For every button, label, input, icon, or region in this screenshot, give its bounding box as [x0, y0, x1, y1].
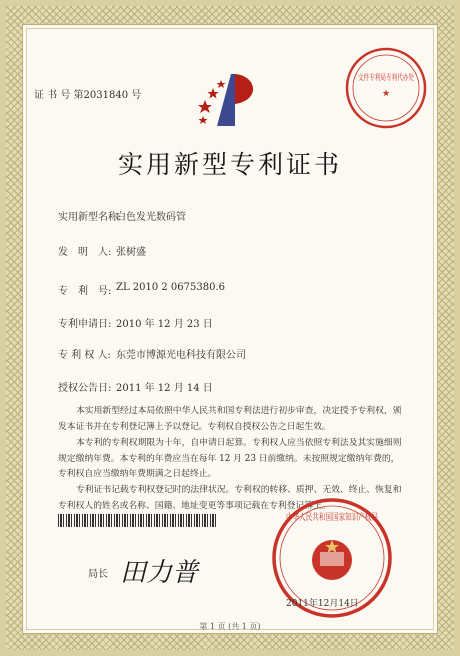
patent-office-logo-icon — [195, 70, 265, 130]
field-value-application-date: 2010 年 12 月 23 日 — [116, 319, 213, 330]
field-label: 专 利 号: — [58, 286, 112, 297]
barcode — [58, 514, 218, 527]
field-value-name: 白色发光数码管 — [116, 212, 186, 223]
field-value-grant-date: 2011 年 12 月 14 日 — [116, 383, 213, 394]
field-label: 专 利 权 人: — [58, 350, 111, 361]
field-label: 发 明 人: — [58, 247, 112, 258]
paragraph-1: 本实用新型经过本局依照中华人民共和国专利法进行初步审查，决定授予专利权，颁发本证书并在专利登记簿上予以登记。专利权自授权公告之日起生效。 — [58, 406, 402, 432]
certificate-title: 实用新型专利证书 — [117, 150, 342, 179]
field-label: 实用新型名称: — [58, 212, 122, 223]
director-label: 局长 — [88, 569, 108, 580]
certificate-number: 证 书 号 第2031840 号 — [34, 90, 142, 101]
paragraph-3: 专利证书记载专利权登记时的法律状况。专利权的转移、质押、无效、终止、恢复和专利权人的姓名或名称、国籍、地址变更等事项记载在专利登记簿上。 — [58, 485, 402, 511]
field-label: 专利申请日: — [58, 319, 112, 330]
paragraph-2: 本专利的专利权期限为十年，自申请日起算。专利权人应当依照专利法及其实施细则规定缴纳年费。本专利的年费应当在每年 12 月 23 日前缴纳。未按照规定缴纳年费的，专利权自应当缴纳年费期满之日起终止。 — [58, 438, 402, 479]
field-value-patentee: 东莞市博源光电科技有限公司 — [116, 350, 246, 361]
field-value-inventor: 张树盛 — [116, 247, 146, 258]
seal-text: 中华人民共和国国家知识产权局 — [286, 513, 413, 523]
field-value-patent-number: ZL 2010 2 0675380.6 — [116, 282, 226, 293]
page-footer: 第 1 页 (共 1 页) — [199, 622, 261, 631]
director-signature: 田力普 — [120, 558, 199, 588]
stamp-top-text: 文件专利局专利代办处 — [358, 73, 438, 82]
field-label: 授权公告日: — [58, 383, 112, 394]
svg-text:★: ★ — [381, 89, 391, 99]
stamp-top-right — [344, 46, 438, 130]
seal-date: 2011年12月14日 — [286, 599, 359, 609]
